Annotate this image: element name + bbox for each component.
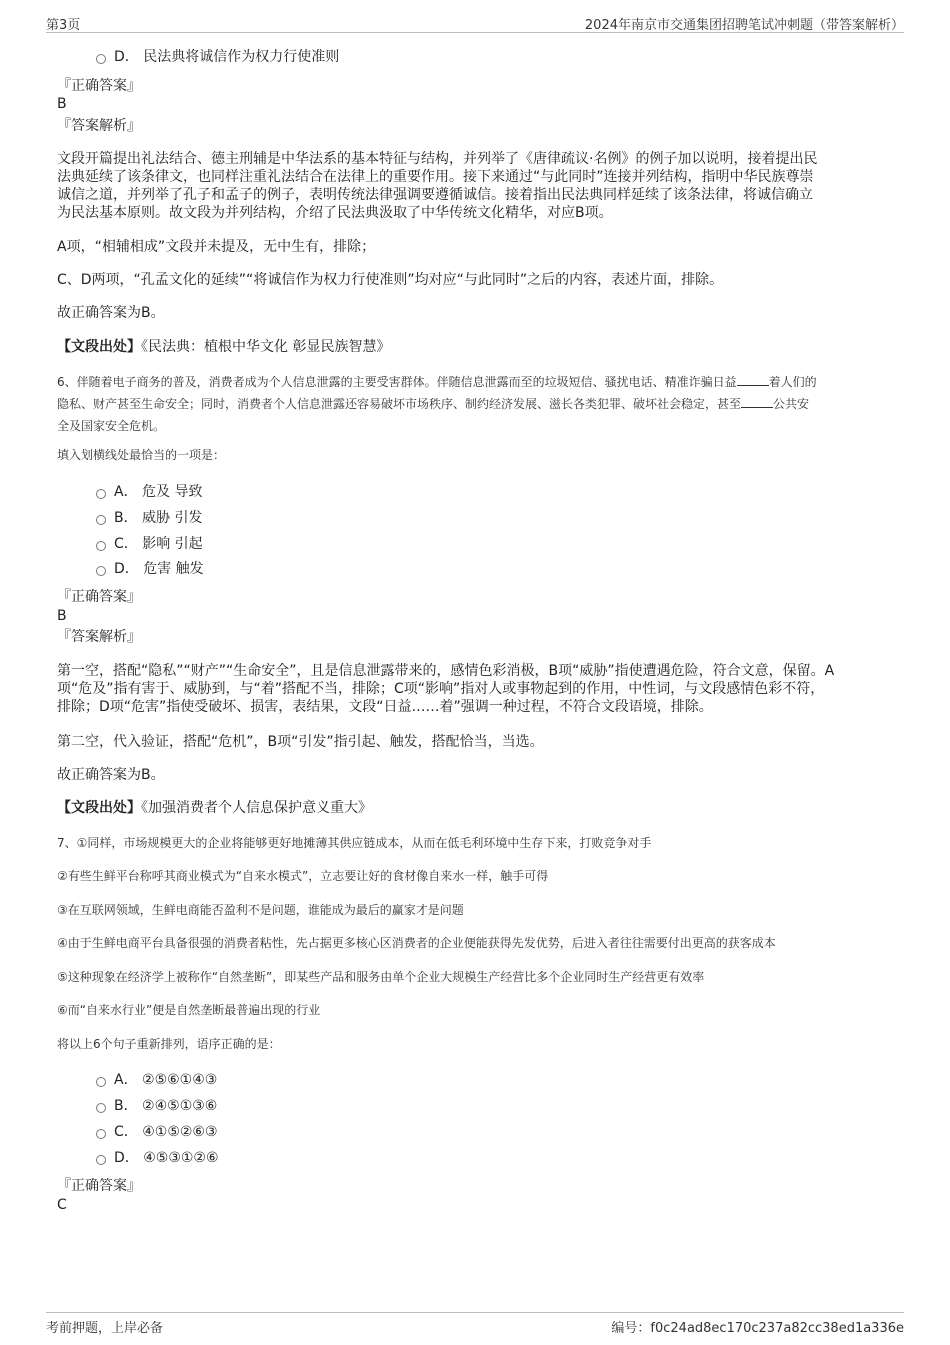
option-label: C． ④①⑤②⑥③ [114, 1124, 218, 1140]
q5-analysis-paragraph-4: 故正确答案为B。 [57, 305, 165, 321]
q6-option-a[interactable] [96, 483, 202, 501]
source-text: 《民法典：植根中华文化 彰显民族智慧》 [141, 339, 391, 355]
q5-answer: B [57, 96, 67, 112]
q7-prompt: 将以上6个句子重新排列，语序正确的是： [57, 1037, 281, 1051]
q7-option-b[interactable] [96, 1097, 217, 1115]
footer-slogan: 考前押题，上岸必备 [46, 1321, 164, 1336]
source-label: 【文段出处】 [57, 339, 141, 355]
q6-option-b[interactable] [96, 509, 203, 527]
text-line: 法典延续了该条律文，也同样注重礼法结合在法律上的重要作用。接下来通过“与此同时”连接并列结构，指明中华民族尊崇 [57, 169, 814, 185]
q5-option-d-label: D． 民法典将诚信作为权力行使准则 [114, 49, 340, 65]
source-label: 【文段出处】 [57, 800, 141, 816]
option-label: D． ④⑤③①②⑥ [114, 1150, 219, 1166]
text-segment: 公共安 [773, 397, 810, 411]
option-label: A． ②⑤⑥①④③ [114, 1072, 218, 1088]
text-line: 项“危及”指有害于、威胁到，与“着”搭配不当，排除；C项“影响”指对人或事物起到的作用，中性词，与文段感情色彩不符， [57, 681, 825, 697]
option-label: D． 危害 触发 [114, 561, 204, 577]
option-label: B． ②④⑤①③⑥ [114, 1098, 218, 1114]
text-segment: 着人们的 [768, 375, 817, 389]
q6-option-c[interactable] [96, 535, 203, 553]
q7-answer-label: 『正确答案』 [57, 1178, 141, 1194]
document-code: 编号：f0c24ad8ec170c237a82cc38ed1a336e [611, 1321, 904, 1336]
q7-sentence-5: ⑤这种现象在经济学上被称作“自然垄断”，即某些产品和服务由单个企业大规模生产经营比多个企业同时生产经营更有效率 [57, 970, 705, 984]
q7-sentence-6: ⑥而“自来水行业”便是自然垄断最普遍出现的行业 [57, 1003, 321, 1017]
radio-icon[interactable] [96, 541, 106, 551]
q6-option-d[interactable] [96, 560, 204, 578]
text-line: 诚信之道，并列举了孔子和孟子的例子，表明传统法律强调要遵循诚信。接着指出民法典同样延续了该条法律，将诚信确立 [57, 187, 813, 203]
q6-source [57, 799, 897, 817]
q7-answer: C [57, 1197, 67, 1213]
text-line: 排除；D项“危害”指使受破坏、损害，表结果，文段“日益……着”强调一种过程，不符合文段语境，排除。 [57, 699, 713, 715]
radio-icon[interactable] [96, 515, 106, 525]
q5-option-d[interactable] [96, 48, 339, 66]
text-segment: 6、伴随着电子商务的普及，消费者成为个人信息泄露的主要受害群体。伴随信息泄露而至的垃圾短信、骚扰电话、精准诈骗日益 [57, 375, 737, 389]
document-title: 2024年南京市交通集团招聘笔试冲刺题（带答案解析） [584, 18, 904, 33]
radio-icon[interactable] [96, 489, 106, 499]
q6-analysis-label: 『答案解析』 [57, 629, 141, 645]
option-label: A． 危及 导致 [114, 484, 203, 500]
q7-sentence-3: ③在互联网领域，生鲜电商能否盈利不是问题，谁能成为最后的赢家才是问题 [57, 903, 464, 917]
text-line: 为民法基本原则。故文段为并列结构，介绍了民法典汲取了中华传统文化精华，对应B项。 [57, 205, 613, 221]
text-line: 全及国家安全危机。 [57, 419, 166, 433]
option-label: C． 影响 引起 [114, 536, 203, 552]
q5-analysis-label: 『答案解析』 [57, 118, 141, 134]
blank-underline [737, 373, 769, 386]
radio-icon[interactable] [96, 1103, 106, 1113]
q5-answer-label: 『正确答案』 [57, 78, 141, 94]
q6-answer: B [57, 608, 67, 624]
q6-analysis-paragraph-3: 故正确答案为B。 [57, 767, 165, 783]
text-segment: 隐私、财产甚至生命安全；同时，消费者个人信息泄露还容易破坏市场秩序、制约经济发展、滋长各类犯罪、破坏社会稳定，甚至 [57, 397, 742, 411]
q6-analysis-paragraph-1 [57, 662, 897, 716]
page-number: 第3页 [46, 18, 81, 33]
q5-source [57, 338, 897, 356]
q5-analysis-paragraph-3: C、D两项，“孔孟文化的延续”“将诚信作为权力行使准则”均对应“与此同时”之后的内容，表述片面，排除。 [57, 272, 724, 288]
q7-option-d[interactable] [96, 1149, 219, 1167]
blank-underline [741, 395, 773, 408]
q7-sentence-4: ④由于生鲜电商平台具备很强的消费者粘性，先占据更多核心区消费者的企业便能获得先发优势，后进入者往往需要付出更高的获客成本 [57, 936, 776, 950]
option-label: B． 威胁 引发 [114, 510, 203, 526]
radio-icon[interactable] [96, 566, 106, 576]
text-line: 第一空，搭配“隐私”“财产”“生命安全”，且是信息泄露带来的，感情色彩消极，B项“威胁”指使遭遇危险，符合文意，保留。A [57, 663, 835, 679]
q6-prompt: 填入划横线处最恰当的一项是： [57, 448, 226, 462]
q7-option-c[interactable] [96, 1123, 218, 1141]
q6-answer-label: 『正确答案』 [57, 589, 141, 605]
q7-sentence-2: ②有些生鲜平台称呼其商业模式为“自来水模式”，立志要让好的食材像自来水一样，触手可得 [57, 869, 549, 883]
q6-stem [57, 371, 897, 437]
q7-option-a[interactable] [96, 1071, 217, 1089]
page-footer [46, 1312, 904, 1335]
text-line: 文段开篇提出礼法结合、德主刑辅是中华法系的基本特征与结构，并列举了《唐律疏议·名例》的例子加以说明，接着提出民 [57, 151, 818, 167]
radio-icon[interactable] [96, 54, 106, 64]
page-header [46, 12, 904, 33]
q7-sentence-1: 7、①同样，市场规模更大的企业将能够更好地摊薄其供应链成本，从而在低毛利环境中生存下来，打败竞争对手 [57, 836, 652, 850]
radio-icon[interactable] [96, 1077, 106, 1087]
q6-analysis-paragraph-2: 第二空，代入验证，搭配“危机”，B项“引发”指引起、触发，搭配恰当，当选。 [57, 734, 544, 750]
radio-icon[interactable] [96, 1129, 106, 1139]
source-text: 《加强消费者个人信息保护意义重大》 [141, 800, 372, 816]
q5-analysis-paragraph-2: A项，“相辅相成”文段并未提及，无中生有，排除； [57, 239, 376, 255]
q5-analysis-paragraph-1 [57, 150, 897, 222]
radio-icon[interactable] [96, 1155, 106, 1165]
